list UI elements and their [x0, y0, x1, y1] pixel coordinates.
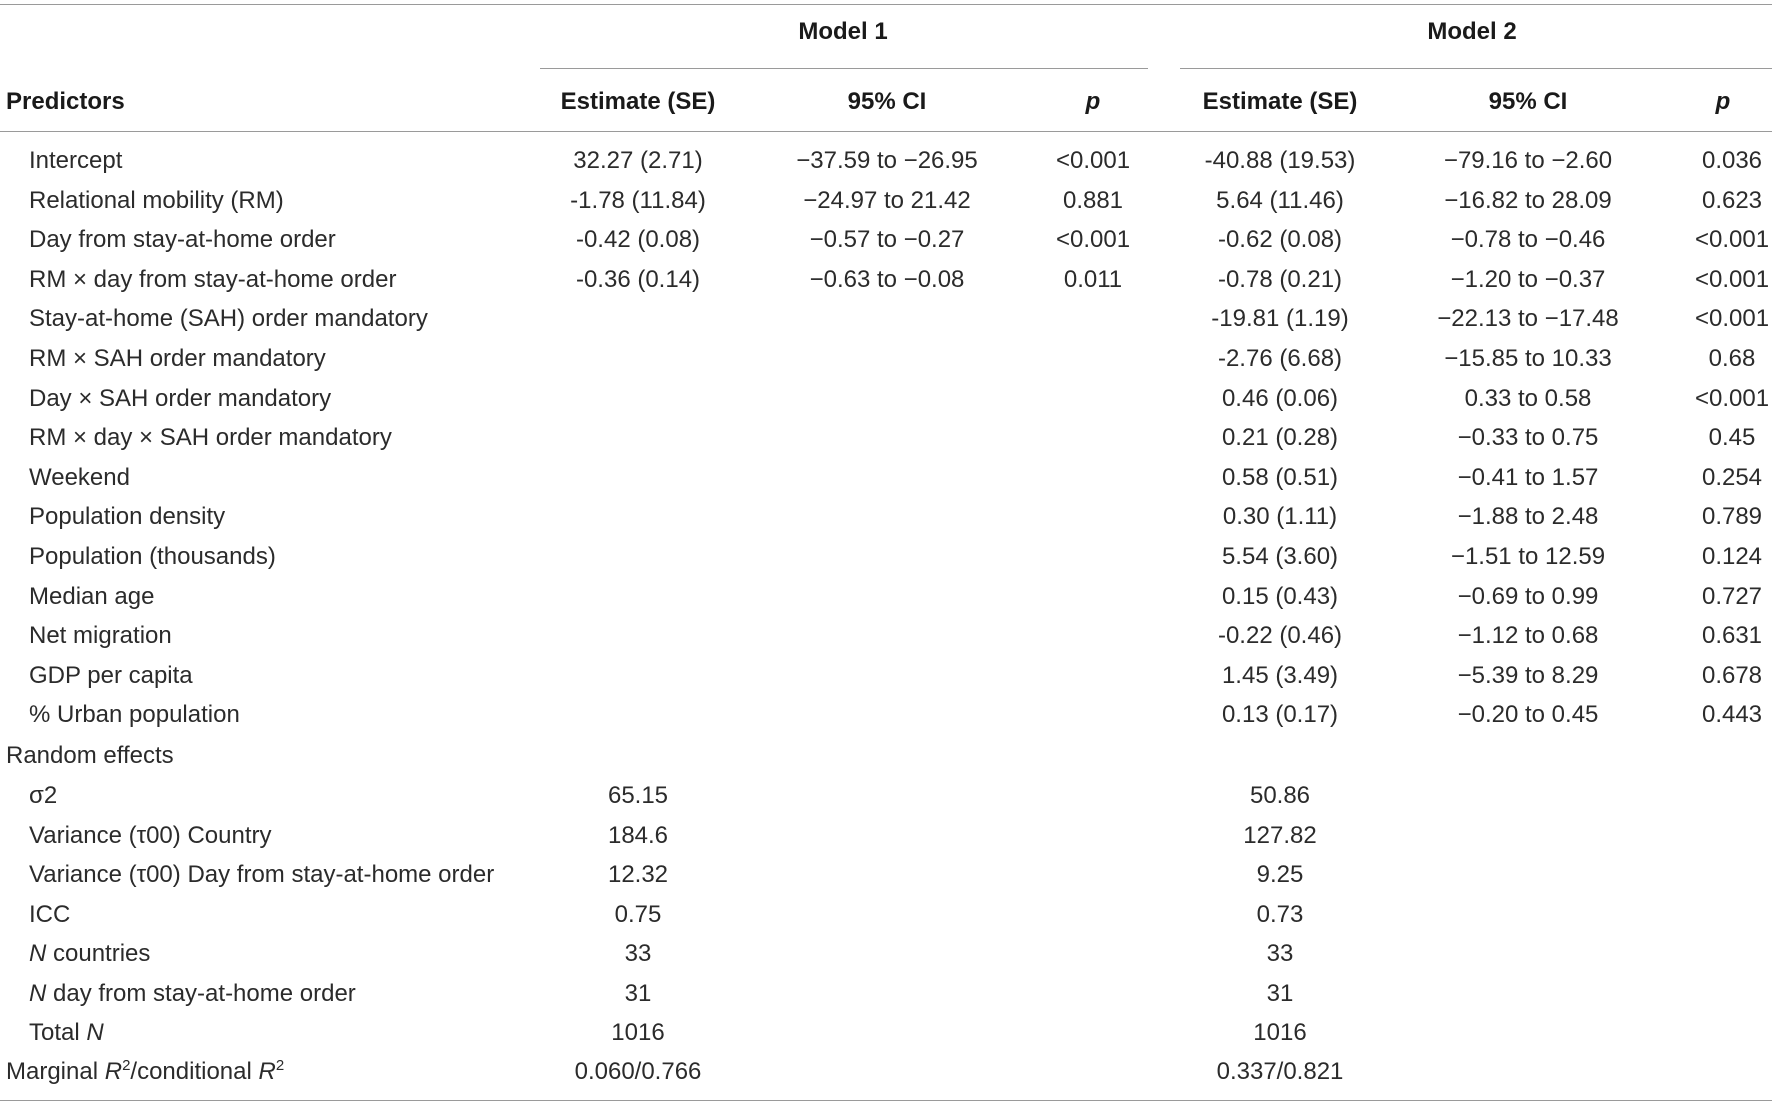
model2-header: Model 2 — [1427, 18, 1517, 45]
cell-m2-ci: −1.20 to −0.37 — [1450, 265, 1606, 293]
cell-m2-est: 5.54 (3.60) — [1221, 543, 1339, 570]
predictor-label: Intercept — [29, 147, 123, 174]
top-rule — [0, 4, 1772, 5]
cell-m2-est: 5.64 (11.46) — [1216, 186, 1344, 214]
random-m2-value: 9.25 — [1256, 861, 1304, 888]
cell-m2-p: 0.45 — [1708, 424, 1756, 452]
cell-m2-p: 0.036 — [1701, 147, 1763, 174]
predictor-label: GDP per capita — [29, 661, 193, 689]
header-rule — [0, 131, 1772, 132]
cell-m2-est: 0.13 (0.17) — [1221, 701, 1339, 729]
cell-m2-p: 0.68 — [1708, 345, 1756, 372]
cell-m2-p: 0.254 — [1701, 463, 1763, 491]
cell-m2-est: 0.58 (0.51) — [1221, 463, 1339, 491]
m2-ci-header: 95% CI — [1488, 88, 1568, 115]
cell-m2-est: -2.76 (6.68) — [1217, 345, 1343, 372]
random-effect-label: N day from stay-at-home order — [29, 979, 356, 1007]
cell-m1-ci: −0.63 to −0.08 — [809, 265, 965, 293]
cell-m1-est: -0.42 (0.08) — [575, 226, 701, 254]
random-effect-label: N countries — [29, 940, 151, 967]
cell-m1-p: <0.001 — [1055, 147, 1131, 174]
model1-rule — [540, 68, 1148, 69]
cell-m2-est: 0.30 (1.11) — [1222, 503, 1338, 531]
bottom-rule — [0, 1100, 1772, 1101]
predictor-label: Stay-at-home (SAH) order mandatory — [29, 305, 428, 333]
cell-m2-ci: −0.69 to 0.99 — [1457, 582, 1599, 610]
cell-m2-est: -40.88 (19.53) — [1204, 147, 1356, 174]
predictor-label: % Urban population — [29, 701, 240, 729]
cell-m1-est: 32.27 (2.71) — [573, 147, 703, 174]
cell-m2-est: -0.78 (0.21) — [1217, 265, 1343, 293]
random-effect-label: Variance (τ00) Country — [29, 821, 272, 849]
random-m1-value: 0.75 — [614, 900, 662, 928]
predictors-header: Predictors — [6, 88, 125, 115]
cell-m2-est: -0.22 (0.46) — [1217, 622, 1343, 650]
cell-m1-p: 0.011 — [1063, 265, 1123, 293]
random-m1-value: 65.15 — [607, 782, 669, 809]
cell-m2-ci: −1.51 to 12.59 — [1450, 543, 1606, 570]
cell-m2-p: 0.623 — [1701, 186, 1763, 214]
cell-m2-ci: −0.20 to 0.45 — [1457, 701, 1599, 729]
cell-m2-p: 0.678 — [1701, 661, 1763, 689]
cell-m2-p: <0.001 — [1694, 265, 1770, 293]
r2-m1: 0.060/0.766 — [574, 1058, 702, 1085]
random-effect-label: Total N — [29, 1019, 104, 1046]
predictor-label: Relational mobility (RM) — [29, 186, 284, 214]
predictor-label: Median age — [29, 582, 155, 610]
predictor-label: Net migration — [29, 622, 172, 650]
r2-m2: 0.337/0.821 — [1216, 1058, 1344, 1085]
cell-m2-p: <0.001 — [1694, 384, 1770, 412]
random-effect-label: σ2 — [29, 782, 58, 809]
cell-m2-ci: −15.85 to 10.33 — [1444, 345, 1612, 372]
cell-m2-ci: −0.78 to −0.46 — [1450, 226, 1606, 254]
cell-m2-est: 1.45 (3.49) — [1221, 661, 1339, 689]
cell-m1-ci: −24.97 to 21.42 — [803, 186, 971, 214]
random-m2-value: 31 — [1266, 979, 1294, 1007]
random-m2-value: 0.73 — [1256, 900, 1304, 928]
cell-m2-est: 0.46 (0.06) — [1221, 384, 1339, 412]
random-m2-value: 33 — [1266, 940, 1294, 967]
random-m1-value: 1016 — [611, 1019, 665, 1046]
cell-m2-ci: −1.88 to 2.48 — [1457, 503, 1599, 531]
cell-m2-ci: −22.13 to −17.48 — [1437, 305, 1619, 333]
cell-m2-ci: −0.33 to 0.75 — [1457, 424, 1599, 452]
predictor-label: Population (thousands) — [29, 543, 276, 570]
predictor-label: Day × SAH order mandatory — [29, 384, 332, 412]
cell-m2-ci: −16.82 to 28.09 — [1444, 186, 1612, 214]
cell-m2-ci: 0.33 to 0.58 — [1464, 384, 1592, 412]
predictor-label: RM × SAH order mandatory — [29, 345, 326, 372]
cell-m2-est: -19.81 (1.19) — [1211, 305, 1349, 333]
random-m1-value: 184.6 — [607, 821, 669, 849]
cell-m1-ci: −37.59 to −26.95 — [796, 147, 978, 174]
cell-m2-p: 0.789 — [1701, 503, 1763, 531]
cell-m2-p: 0.443 — [1701, 701, 1763, 729]
cell-m2-est: -0.62 (0.08) — [1217, 226, 1343, 254]
random-m2-value: 1016 — [1253, 1019, 1307, 1046]
m1-estimate-header: Estimate (SE) — [560, 88, 716, 115]
cell-m2-p: 0.124 — [1701, 543, 1763, 570]
random-effect-label: ICC — [29, 900, 71, 928]
random-effect-label: Variance (τ00) Day from stay-at-home order — [29, 861, 495, 888]
cell-m2-ci: −0.41 to 1.57 — [1457, 463, 1599, 491]
cell-m2-p: 0.727 — [1701, 582, 1763, 610]
predictor-label: Weekend — [29, 463, 130, 491]
random-m1-value: 12.32 — [607, 861, 669, 888]
r2-label: Marginal $R^2$/conditional $R^2$ — [6, 1057, 285, 1085]
model1-header: Model 1 — [798, 18, 888, 45]
random-effects-label: Random effects — [6, 742, 174, 769]
predictor-label: RM × day × SAH order mandatory — [29, 424, 392, 452]
cell-m1-est: -1.78 (11.84) — [570, 186, 706, 214]
predictor-label: RM × day from stay-at-home order — [29, 265, 397, 293]
m2-estimate-header: Estimate (SE) — [1202, 88, 1358, 115]
cell-m2-ci: −1.12 to 0.68 — [1457, 622, 1599, 650]
cell-m1-p: 0.881 — [1062, 186, 1124, 214]
predictor-label: Day from stay-at-home order — [29, 226, 336, 254]
cell-m2-est: 0.21 (0.28) — [1221, 424, 1339, 452]
cell-m1-p: <0.001 — [1055, 226, 1131, 254]
m2-p-header: p — [1715, 88, 1731, 115]
cell-m2-p: <0.001 — [1694, 226, 1770, 254]
predictor-label: Population density — [29, 503, 226, 531]
random-m2-value: 127.82 — [1243, 821, 1317, 849]
cell-m2-ci: −5.39 to 8.29 — [1457, 661, 1599, 689]
random-m2-value: 50.86 — [1249, 782, 1311, 809]
cell-m1-est: -0.36 (0.14) — [575, 265, 701, 293]
random-m1-value: 33 — [624, 940, 652, 967]
cell-m1-ci: −0.57 to −0.27 — [809, 226, 965, 254]
cell-m2-ci: −79.16 to −2.60 — [1443, 147, 1613, 174]
cell-m2-est: 0.15 (0.43) — [1221, 582, 1339, 610]
m1-p-header: p — [1085, 88, 1101, 115]
cell-m2-p: 0.631 — [1701, 622, 1763, 650]
random-m1-value: 31 — [624, 979, 652, 1007]
model2-rule — [1180, 68, 1772, 69]
m1-ci-header: 95% CI — [847, 88, 927, 115]
cell-m2-p: <0.001 — [1694, 305, 1770, 333]
